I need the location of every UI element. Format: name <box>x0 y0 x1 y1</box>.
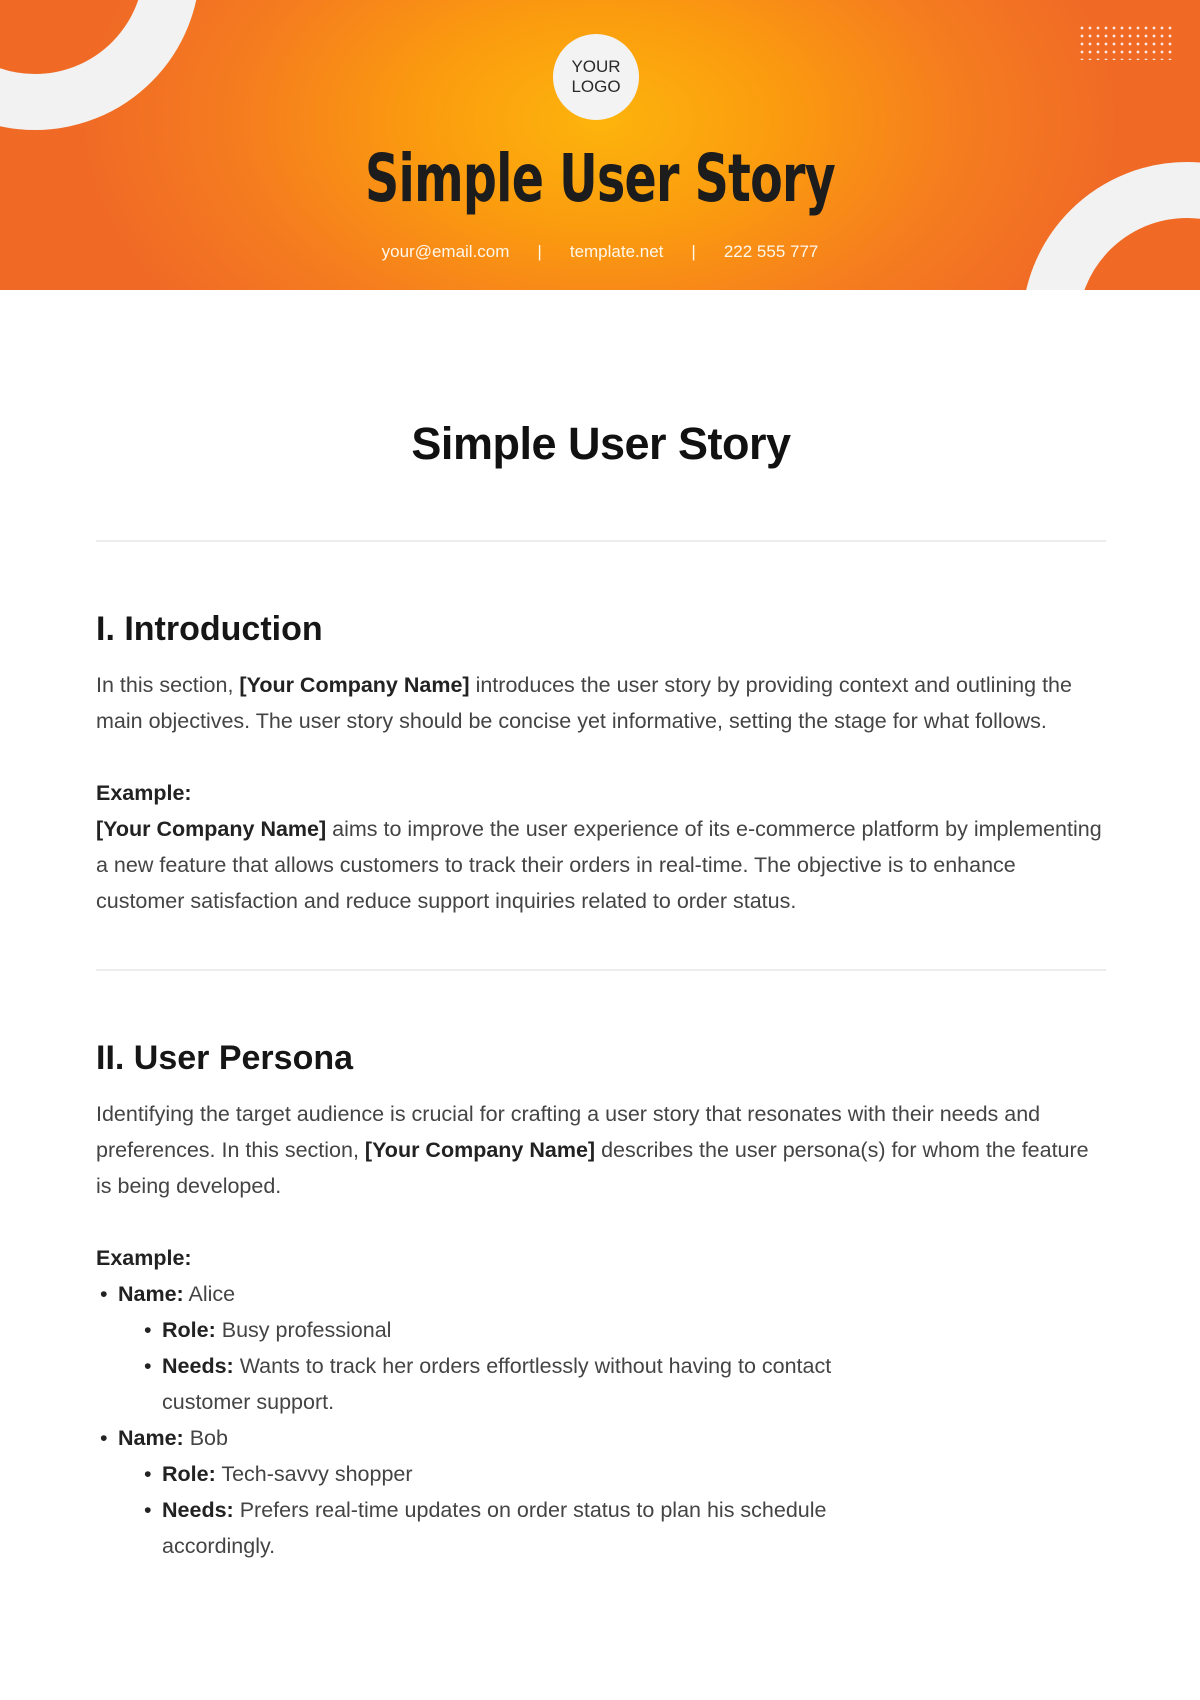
persona-list <box>96 1276 1106 1564</box>
persona-name: Alice <box>188 1282 236 1306</box>
intro-text-suffix: introduces the user story by providing context and outlining the main objectives. The user story should be concise yet informative, setting the stage for what follows. <box>96 673 1072 733</box>
section-heading-introduction: I. Introduction <box>96 610 323 648</box>
company-placeholder: [Your Company Name] <box>239 673 470 697</box>
persona-role-key: Role: <box>162 1462 216 1486</box>
persona-needs <box>140 1348 920 1420</box>
persona-needs <box>140 1492 920 1564</box>
document-body <box>96 290 1106 1564</box>
persona-role-value: Busy professional <box>221 1318 392 1342</box>
persona-needs-value: Wants to track her orders effortlessly without having to contact customer support. <box>162 1354 832 1414</box>
persona-name: Bob <box>189 1426 228 1450</box>
persona-text-prefix: Identifying the target audience is crucial for crafting a user story that resonates with their needs and preferences. In this section, <box>96 1102 1041 1162</box>
section-divider <box>96 540 1106 542</box>
contact-email[interactable]: your@email.com <box>381 242 510 261</box>
persona-needs-value: Prefers real-time updates on order status to plan his schedule accordingly. <box>162 1498 827 1558</box>
persona-name-key: Name: <box>118 1282 184 1306</box>
persona-role-key: Role: <box>162 1318 216 1342</box>
persona-details <box>118 1312 1106 1420</box>
persona-name-key: Name: <box>118 1426 184 1450</box>
introduction-example <box>96 811 1106 919</box>
decorative-ring-bottom-right <box>1022 162 1200 290</box>
contact-website[interactable]: template.net <box>569 242 664 261</box>
persona-needs-key: Needs: <box>162 1498 234 1522</box>
user-persona-paragraph <box>96 1096 1106 1204</box>
persona-needs-key: Needs: <box>162 1354 234 1378</box>
section-heading-user-persona: II. User Persona <box>96 1039 354 1077</box>
contact-line <box>0 242 1200 262</box>
company-placeholder: [Your Company Name] <box>364 1138 596 1162</box>
company-placeholder: [Your Company Name] <box>96 817 327 841</box>
section-divider <box>96 969 1106 971</box>
example-label: Example: <box>96 1246 192 1270</box>
example-text: aims to improve the user experience of its e-commerce platform by implementing a new feature that allows customers to track their orders in real-time. The objective is to enhance customer satisfaction and reduce support inquiries related to order status. <box>96 817 1102 913</box>
persona-item <box>96 1420 1106 1564</box>
contact-separator: | <box>691 242 696 261</box>
persona-role <box>140 1456 1106 1492</box>
user-persona-section <box>96 1039 1106 1564</box>
intro-text-prefix: In this section, <box>96 673 234 697</box>
dot-grid-decoration <box>1078 24 1174 60</box>
contact-separator: | <box>537 242 542 261</box>
header-banner <box>0 0 1200 290</box>
persona-item <box>96 1276 1106 1420</box>
introduction-section <box>96 610 1106 919</box>
persona-text-suffix: describes the user persona(s) for whom the feature is being developed. <box>96 1138 1089 1198</box>
persona-details <box>118 1456 1106 1564</box>
document-title: Simple User Story <box>411 418 791 469</box>
decorative-ring-top-left <box>0 0 200 130</box>
logo-text-line2: LOGO <box>571 77 621 96</box>
banner-title: Simple User Story <box>365 140 835 217</box>
introduction-paragraph <box>96 667 1106 739</box>
persona-role-value: Tech-savvy shopper <box>221 1462 413 1486</box>
logo-placeholder <box>553 34 639 120</box>
logo-text-line1: YOUR <box>571 57 621 76</box>
example-label: Example: <box>96 781 192 805</box>
persona-role <box>140 1312 1106 1348</box>
contact-phone[interactable]: 222 555 777 <box>723 242 819 261</box>
